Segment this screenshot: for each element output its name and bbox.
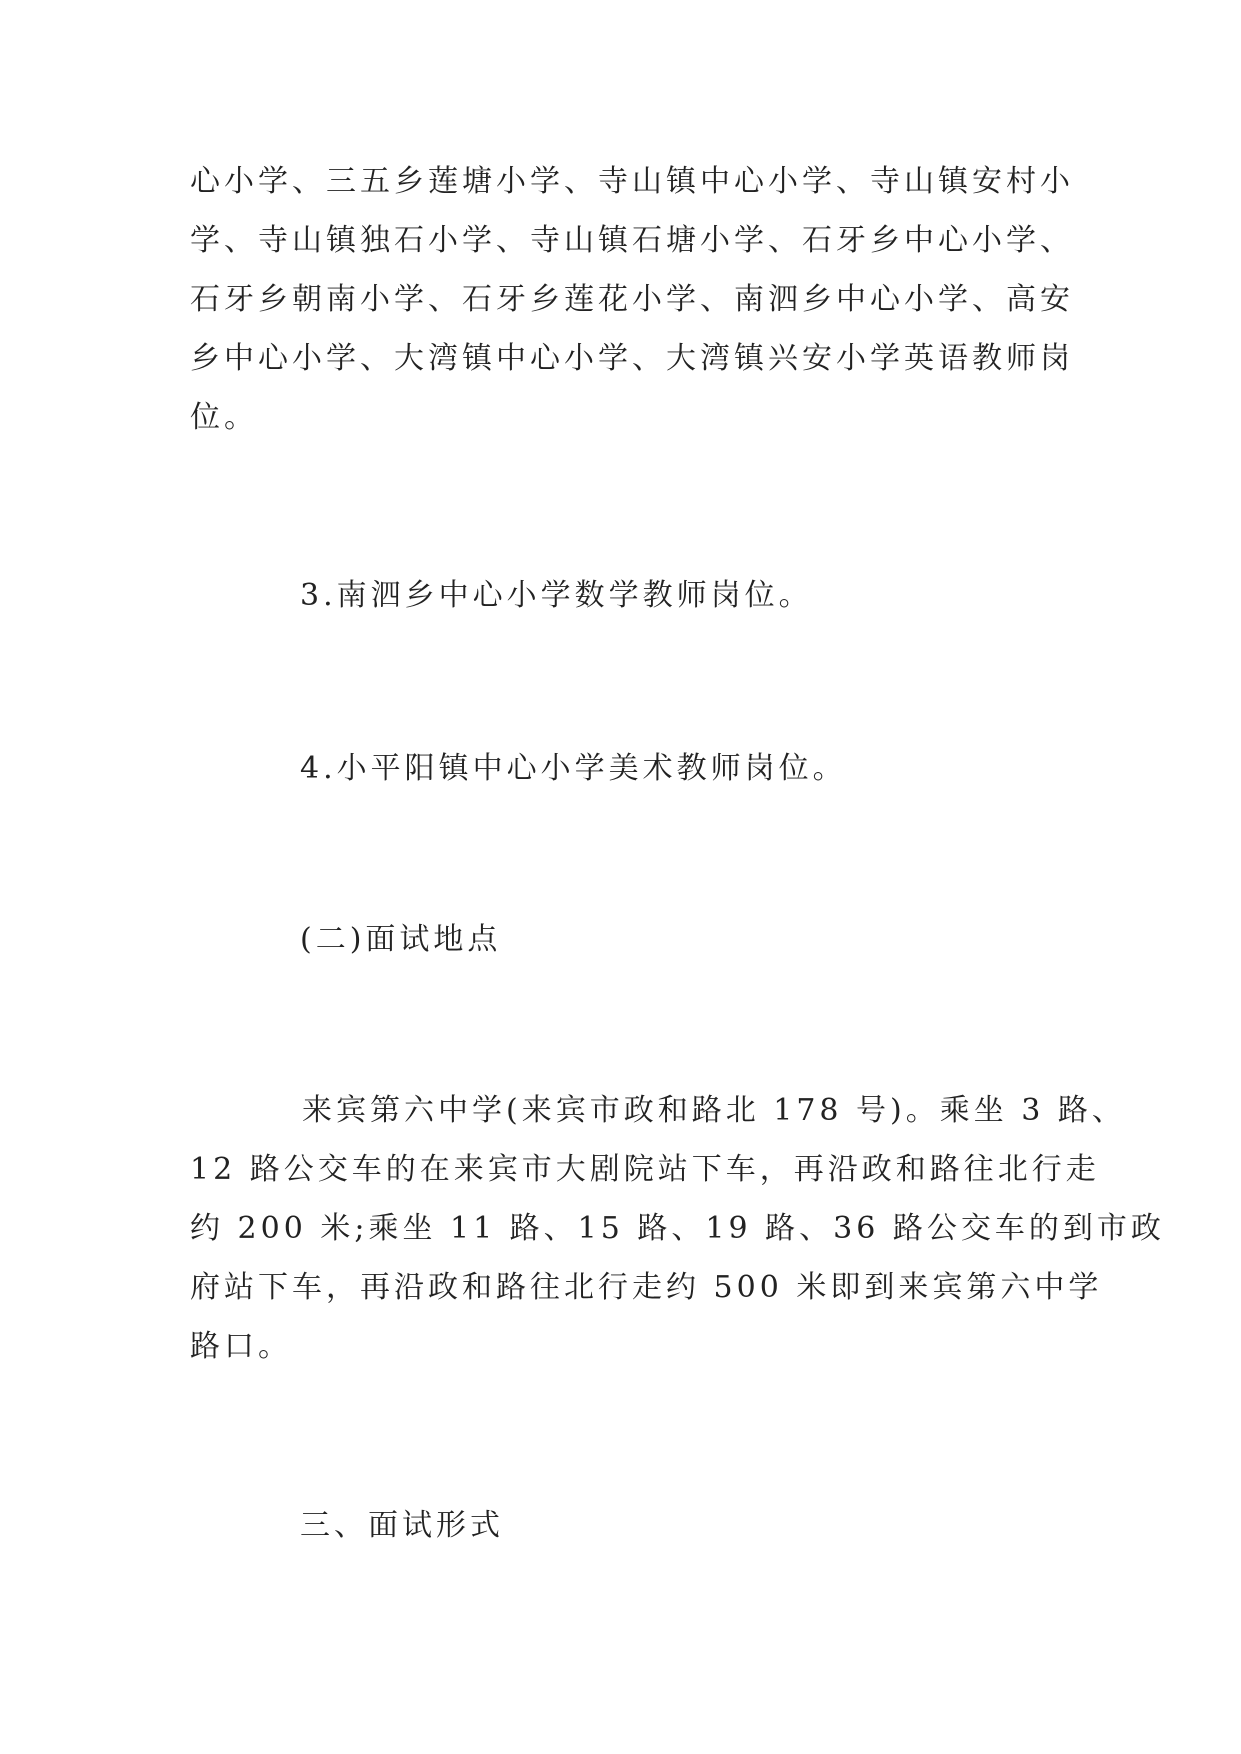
text-line: 位。 xyxy=(190,400,258,435)
text-line: 来宾第六中学(来宾市政和路北 178 号)。乘坐 3 路、 xyxy=(302,1093,1126,1128)
heading-interview-format: 三、面试形式 xyxy=(300,1508,504,1543)
text-line: 府站下车，再沿政和路往北行走约 500 米即到来宾第六中学 xyxy=(190,1270,1103,1305)
text-line: 12 路公交车的在来宾市大剧院站下车，再沿政和路往北行走 xyxy=(190,1152,1100,1187)
item-art-teacher: 4.小平阳镇中心小学美术教师岗位。 xyxy=(300,751,847,786)
paragraph-school-list xyxy=(190,152,1074,447)
text-line: 心小学、三五乡莲塘小学、寺山镇中心小学、寺山镇安村小 xyxy=(190,164,1074,199)
text-line: 乡中心小学、大湾镇中心小学、大湾镇兴安小学英语教师岗 xyxy=(190,341,1074,376)
text-line: 石牙乡朝南小学、石牙乡莲花小学、南泗乡中心小学、高安 xyxy=(190,282,1074,317)
heading-interview-location: (二)面试地点 xyxy=(300,922,502,957)
text-line: 路口。 xyxy=(190,1329,292,1364)
paragraph-interview-location xyxy=(190,1081,1165,1376)
text-line: 约 200 米;乘坐 11 路、15 路、19 路、36 路公交车的到市政 xyxy=(190,1211,1165,1246)
item-math-teacher: 3.南泗乡中心小学数学教师岗位。 xyxy=(300,578,813,613)
text-line: 学、寺山镇独石小学、寺山镇石塘小学、石牙乡中心小学、 xyxy=(190,223,1074,258)
